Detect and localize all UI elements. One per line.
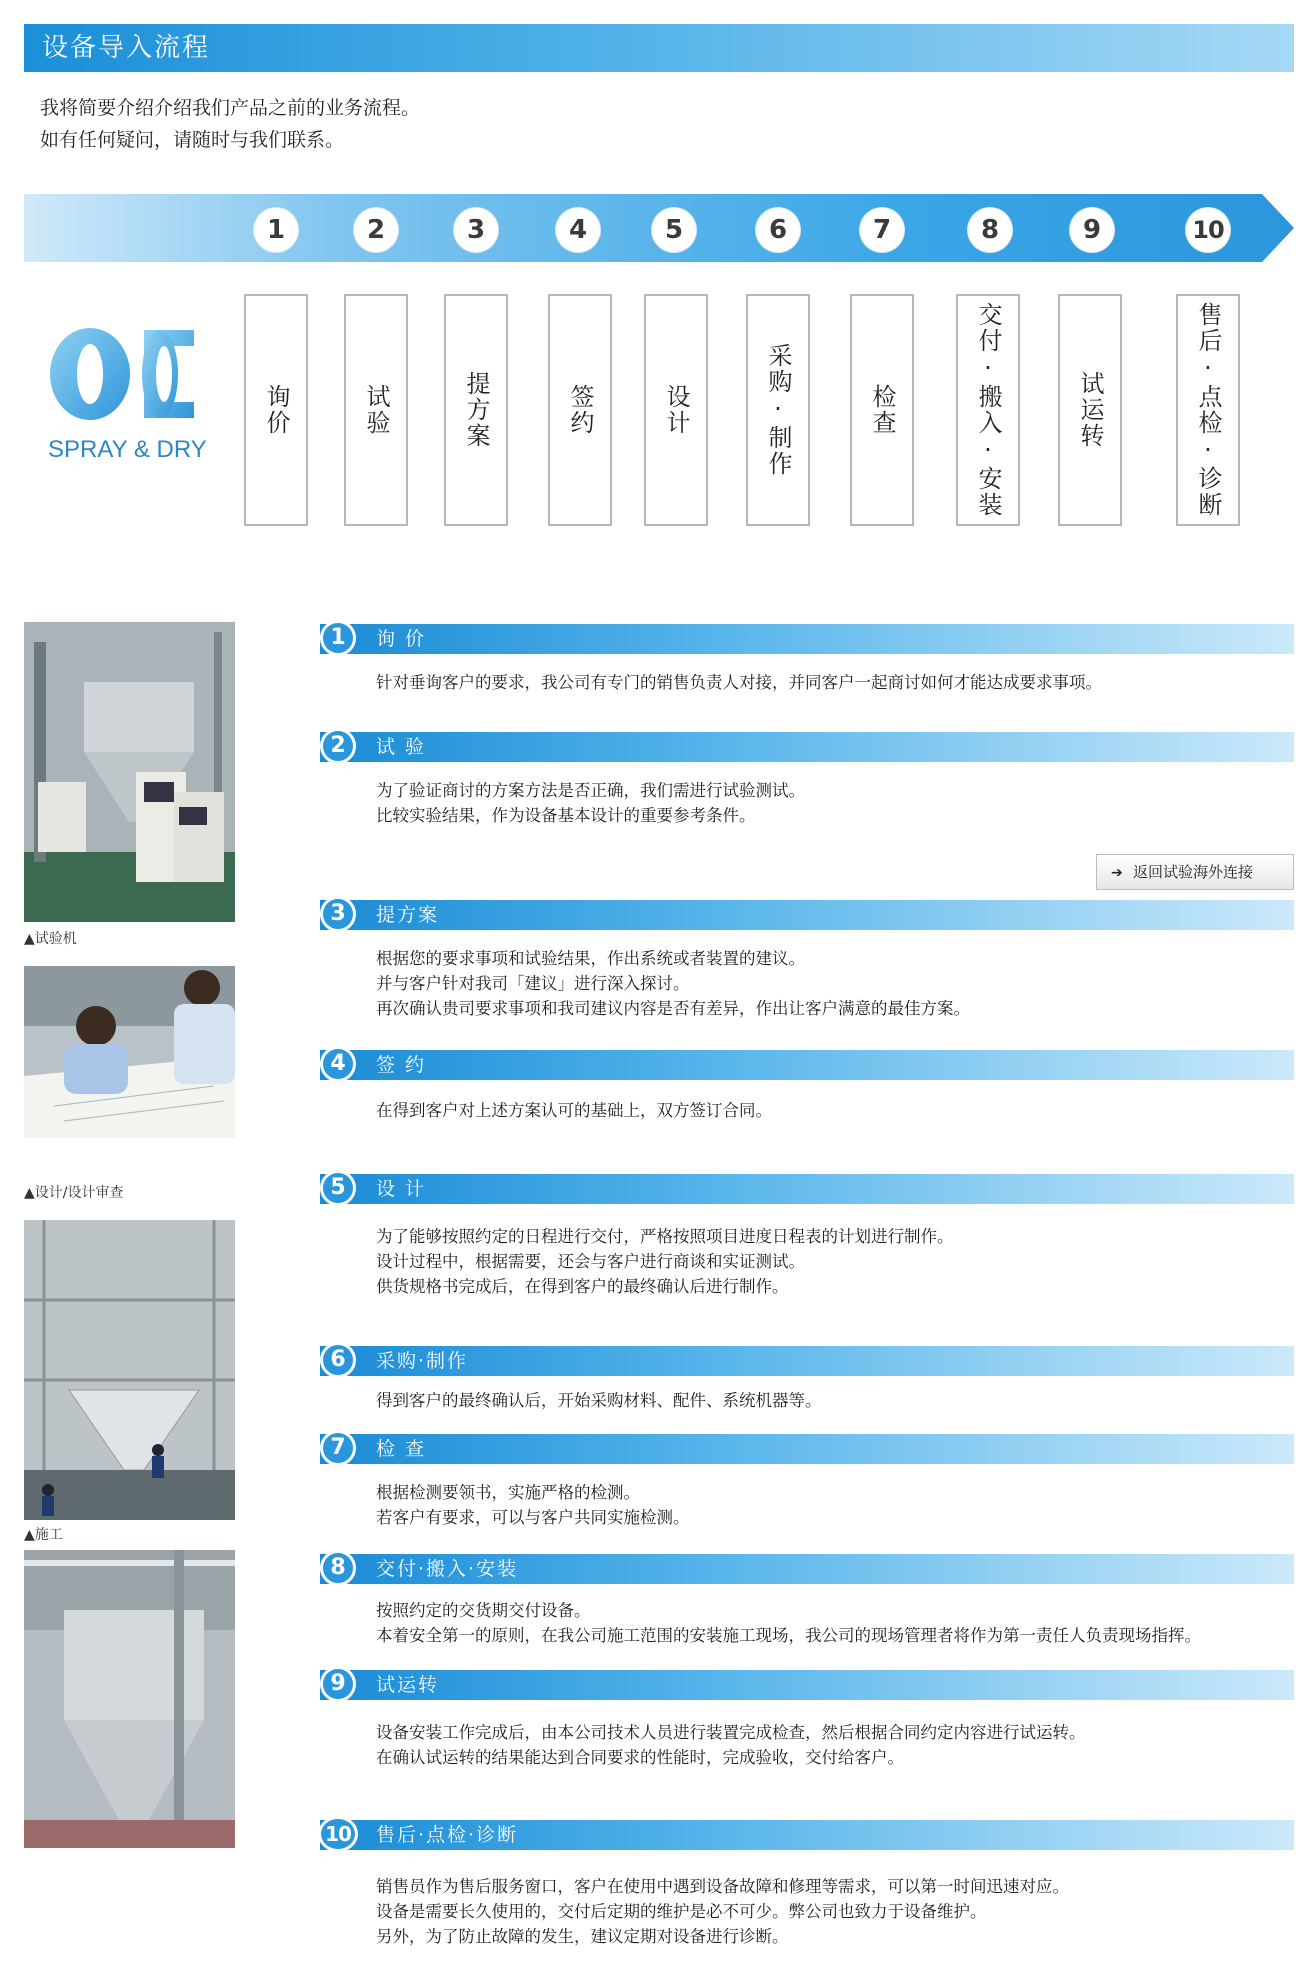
section-title: 检 查 [376, 1438, 427, 1460]
section-line: 本着安全第一的原则，在我公司施工范围的安装施工现场，我公司的现场管理者将作为第一责任人负责现场指挥。 [376, 1626, 1201, 1645]
step-box-label: 提方案 [462, 371, 490, 449]
section-body-1 [376, 670, 1276, 695]
step-box-label: 试运转 [1076, 371, 1104, 449]
section-number: 7 [320, 1430, 356, 1466]
logo-text: SPRAY & DRY [48, 436, 207, 463]
section-number: 5 [320, 1170, 356, 1206]
section-number: 1 [320, 620, 356, 656]
photo-installed-dryer [24, 1550, 235, 1848]
section-title: 交付·搬入·安装 [376, 1558, 519, 1580]
section-bar [320, 732, 1294, 762]
section-line: 设备安装工作完成后，由本公司技术人员进行装置完成检查，然后根据合同约定内容进行试运转。 [376, 1723, 1086, 1742]
section-header-7 [320, 1430, 1294, 1464]
step-box-trial-run[interactable] [1058, 294, 1122, 526]
section-number: 6 [320, 1342, 356, 1378]
section-header-8 [320, 1550, 1294, 1584]
section-body-5 [376, 1224, 1276, 1299]
section-header-1 [320, 620, 1294, 654]
section-line: 若客户有要求，可以与客户共同实施检测。 [376, 1508, 690, 1527]
section-line: 设备是需要长久使用的，交付后定期的维护是必不可少。弊公司也致力于设备维护。 [376, 1902, 987, 1921]
photo-caption: ▲试验机 [24, 931, 77, 947]
section-line: 在确认试运转的结果能达到合同要求的性能时，完成验收，交付给客户。 [376, 1748, 904, 1767]
section-number: 2 [320, 728, 356, 764]
section-body-8 [376, 1598, 1276, 1648]
section-body-6 [376, 1388, 1276, 1413]
section-line: 供货规格书完成后，在得到客户的最终确认后进行制作。 [376, 1277, 789, 1296]
step-box-procurement[interactable] [746, 294, 810, 526]
arrow-right-icon: ➔ [1111, 865, 1123, 881]
section-header-2 [320, 728, 1294, 762]
step-number-9: 9 [1070, 208, 1114, 252]
step-box-after-sales[interactable] [1176, 294, 1240, 526]
section-title: 试运转 [376, 1674, 440, 1696]
step-box-label: 采购·制作 [764, 343, 792, 477]
step-number-4: 4 [556, 208, 600, 252]
step-box-label: 询价 [262, 384, 290, 436]
section-number: 8 [320, 1550, 356, 1586]
section-number: 10 [318, 1816, 358, 1852]
step-box-label: 试验 [362, 384, 390, 436]
section-bar [320, 1050, 1294, 1080]
section-line: 在得到客户对上述方案认可的基础上，双方签订合同。 [376, 1101, 772, 1120]
section-line: 并与客户针对我司「建议」进行深入探讨。 [376, 974, 690, 993]
step-box-label: 售后·点检·诊断 [1194, 302, 1222, 518]
step-box-label: 交付·搬入·安装 [974, 302, 1002, 518]
section-body-4 [376, 1098, 1276, 1123]
section-header-4 [320, 1046, 1294, 1080]
section-line: 按照约定的交货期交付设备。 [376, 1601, 591, 1620]
section-bar [320, 1434, 1294, 1464]
section-line: 设计过程中，根据需要，还会与客户进行商谈和实证测试。 [376, 1252, 805, 1271]
step-box-label: 签约 [566, 384, 594, 436]
link-label: 返回试验海外连接 [1133, 863, 1254, 881]
section-body-9 [376, 1720, 1276, 1770]
step-box-inspection[interactable] [850, 294, 914, 526]
section-title: 询 价 [376, 628, 427, 650]
page-title: 设备导入流程 [24, 24, 1294, 72]
section-number: 3 [320, 896, 356, 932]
step-box-design[interactable] [644, 294, 708, 526]
section-line: 针对垂询客户的要求，我公司有专门的销售负责人对接，并同客户一起商讨如何才能达成要求事项。 [376, 673, 1102, 692]
step-number-8: 8 [968, 208, 1012, 252]
section-line: 销售员作为售后服务窗口，客户在使用中遇到设备故障和修理等需求，可以第一时间迅速对应。 [376, 1877, 1069, 1896]
step-number-1: 1 [254, 208, 298, 252]
section-line: 根据检测要领书，实施严格的检测。 [376, 1483, 640, 1502]
section-line: 得到客户的最终确认后，开始采购材料、配件、系统机器等。 [376, 1391, 822, 1410]
step-box-inquiry[interactable] [244, 294, 308, 526]
section-number: 9 [320, 1666, 356, 1702]
step-number-6: 6 [756, 208, 800, 252]
section-title: 签 约 [376, 1054, 427, 1076]
section-line: 另外，为了防止故障的发生，建议定期对设备进行诊断。 [376, 1927, 789, 1946]
section-header-9 [320, 1666, 1294, 1700]
intro-line: 我将简要介绍介绍我们产品之前的业务流程。 [40, 97, 421, 119]
section-body-2 [376, 778, 1276, 828]
step-number-5: 5 [652, 208, 696, 252]
photo-caption: ▲设计/设计审查 [24, 1185, 124, 1201]
section-body-3 [376, 946, 1276, 1021]
section-line: 再次确认贵司要求事项和我司建议内容是否有差异，作出让客户满意的最佳方案。 [376, 999, 970, 1018]
section-body-7 [376, 1480, 1276, 1530]
step-number-10: 10 [1186, 208, 1230, 252]
photo-test-machine [24, 622, 235, 922]
photo-construction [24, 1220, 235, 1520]
step-box-contract[interactable] [548, 294, 612, 526]
section-title: 试 验 [376, 736, 427, 758]
section-bar [320, 1174, 1294, 1204]
section-header-5 [320, 1170, 1294, 1204]
intro-text [40, 92, 1240, 156]
photo-design-review [24, 966, 235, 1138]
section-header-3 [320, 896, 1294, 930]
section-bar [320, 900, 1294, 930]
step-number-2: 2 [354, 208, 398, 252]
section-line: 比较实验结果，作为设备基本设计的重要参考条件。 [376, 806, 756, 825]
section-line: 根据您的要求事项和试验结果，作出系统或者装置的建议。 [376, 949, 805, 968]
back-to-overseas-test-link[interactable] [1096, 854, 1294, 890]
step-box-proposal[interactable] [444, 294, 508, 526]
section-title: 采购·制作 [376, 1350, 469, 1372]
step-box-label: 检查 [868, 384, 896, 436]
section-title: 售后·点检·诊断 [376, 1824, 519, 1846]
section-header-10 [320, 1816, 1294, 1850]
section-header-6 [320, 1342, 1294, 1376]
section-title: 提方案 [376, 904, 440, 926]
photo-caption: ▲施工 [24, 1527, 63, 1543]
section-bar [320, 624, 1294, 654]
step-box-delivery[interactable] [956, 294, 1020, 526]
section-line: 为了能够按照约定的日程进行交付，严格按照项目进度日程表的计划进行制作。 [376, 1227, 954, 1246]
step-box-label: 设计 [662, 384, 690, 436]
section-body-10 [376, 1874, 1276, 1949]
step-box-test[interactable] [344, 294, 408, 526]
intro-line: 如有任何疑问，请随时与我们联系。 [40, 129, 345, 151]
step-number-3: 3 [454, 208, 498, 252]
step-number-7: 7 [860, 208, 904, 252]
section-number: 4 [320, 1046, 356, 1082]
section-title: 设 计 [376, 1178, 427, 1200]
section-bar [320, 1670, 1294, 1700]
section-line: 为了验证商讨的方案方法是否正确，我们需进行试验测试。 [376, 781, 805, 800]
